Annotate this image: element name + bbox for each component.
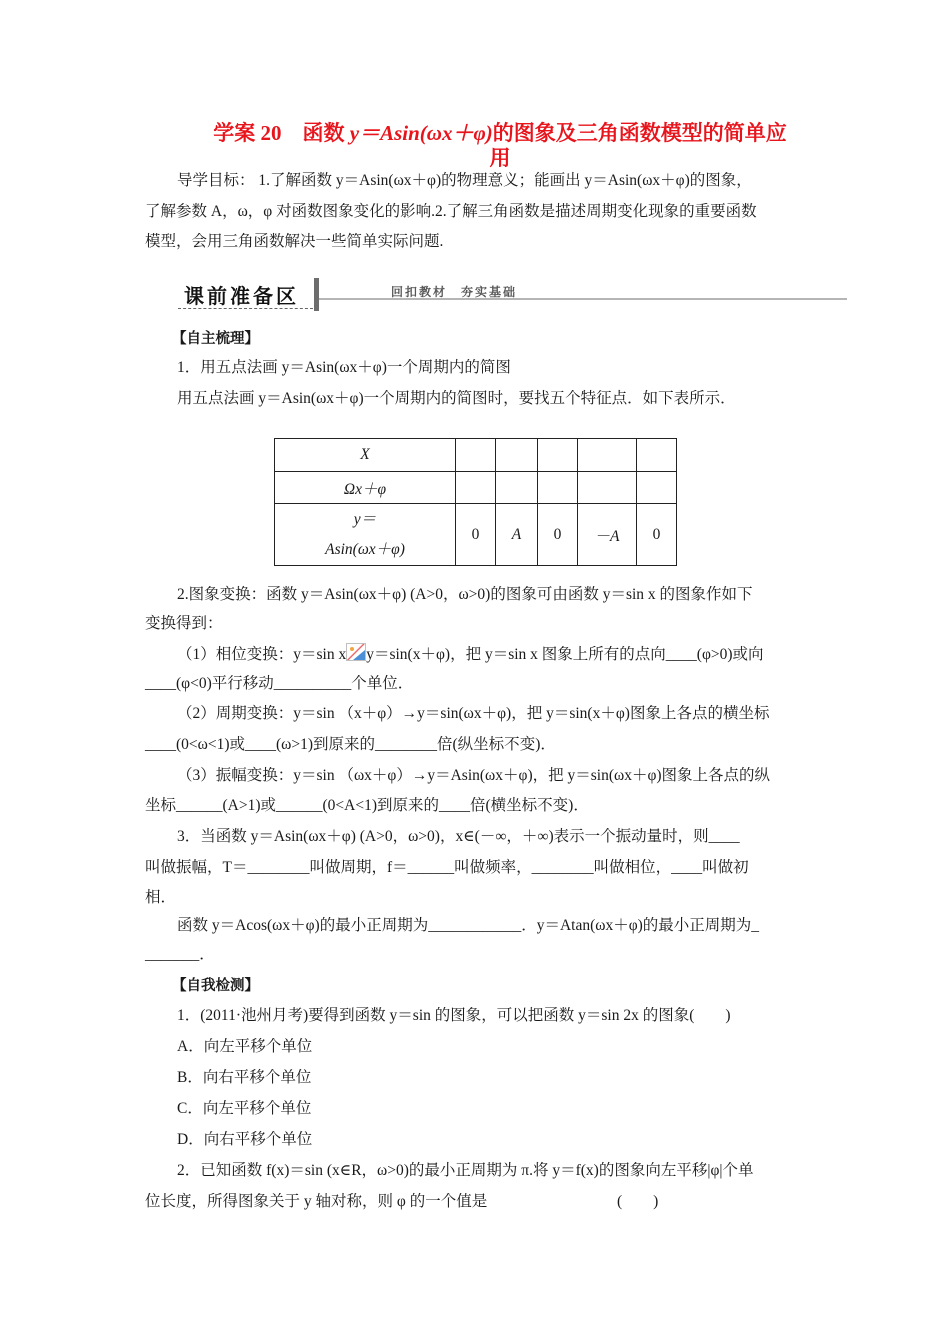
table-row-x (275, 439, 677, 472)
phase-text-a: （1）相位变换：y＝sin x (177, 646, 347, 663)
self-review-heading: 【自主梳理】 (172, 331, 259, 347)
table-row-omega (275, 472, 677, 504)
title-line2: 用 (489, 146, 511, 170)
self-test-heading: 【自我检测】 (172, 978, 259, 994)
item2-line-1: 2.图象变换：函数 y＝Asin(ωx＋φ) (A>0，ω>0)的图象可由函数 y＝sin x 的图象作如下 (177, 586, 753, 603)
table-cell: 0 (637, 504, 677, 566)
goals-line-3: 模型，会用三角函数解决一些简单实际问题. (145, 233, 444, 250)
item1-title: 1．用五点法画 y＝Asin(ωx＋φ)一个周期内的简图 (177, 359, 511, 376)
row-label: X (360, 446, 370, 463)
row-label: Ωx＋φ (343, 480, 387, 498)
table-cell[interactable] (496, 472, 538, 504)
q1-option-d[interactable]: D．向右平移个单位 (177, 1131, 313, 1148)
table-row-y (275, 504, 677, 566)
table-cell[interactable] (578, 439, 637, 472)
section-divider-bar (314, 278, 319, 311)
section-title: 课前准备区 (184, 284, 299, 308)
q1-option-a[interactable]: A．向左平移个单位 (177, 1038, 313, 1055)
period-question-line-2: _______． (145, 946, 215, 963)
section-header-bar (178, 278, 848, 312)
table-cell[interactable] (538, 472, 578, 504)
amplitude-line-2: 坐标______(A>1)或______(0<A<1)到原来的____倍(横坐标不变)． (145, 797, 589, 814)
q2-answer-paren[interactable]: ( ) (617, 1193, 659, 1210)
table-cell[interactable] (637, 439, 677, 472)
phase-line-2: ____(φ<0)平行移动__________个单位． (145, 675, 414, 692)
q1-option-c[interactable]: C．向左平移个单位 (177, 1100, 312, 1117)
item3-line-2: 叫做振幅，T＝________叫做周期，f＝______叫做频率，________叫做相位，____叫做初 (145, 859, 749, 876)
table-cell[interactable] (456, 472, 496, 504)
period-line-2: ____(0<ω<1)或____(ω>1)到原来的________倍(纵坐标不变)． (145, 736, 556, 753)
period-question-line-1: 函数 y＝Acos(ωx＋φ)的最小正周期为____________．y＝Atan(ωx＋φ)的最小正周期为_ (177, 917, 760, 934)
table-header-cell (275, 472, 456, 504)
broken-image-icon (346, 643, 366, 661)
page-title (150, 121, 850, 171)
amplitude-line-1: （3）振幅变换：y＝sin （ωx＋φ）→y＝Asin(ωx＋φ)，把 y＝sin(ωx＋φ)图象上各点的纵 (177, 767, 771, 784)
table-cell[interactable] (538, 439, 578, 472)
title-formula: y＝Asin(ωx＋φ) (349, 121, 493, 145)
table-cell: A (496, 504, 538, 566)
period-line-1: （2）周期变换：y＝sin （x＋φ）→y＝sin(ωx＋φ)，把 y＝sin(x＋φ)图象上各点的横坐标 (177, 705, 770, 722)
section-subtitle: 回扣教材 夯实基础 (391, 285, 518, 299)
table-cell: 0 (538, 504, 578, 566)
item1-text: 用五点法画 y＝Asin(ωx＋φ)一个周期内的简图时，要找五个特征点．如下表所示． (177, 390, 736, 407)
row-label-line1: y＝ (353, 510, 377, 528)
table-header-cell (275, 504, 456, 566)
table-cell: 0 (456, 504, 496, 566)
item3-line-3: 相． (145, 889, 177, 906)
table-cell[interactable] (637, 472, 677, 504)
question-1: 1．(2011·池州月考)要得到函数 y＝sin 的图象，可以把函数 y＝sin 2x 的图象( ) (177, 1007, 731, 1024)
section-dashed-underline (178, 308, 313, 309)
item3-line-1: 3．当函数 y＝Asin(ωx＋φ) (A>0，ω>0)，x∈(－∞，＋∞)表示一个振动量时，则____ (177, 828, 740, 845)
question-2-line-2: 位长度，所得图象关于 y 轴对称，则 φ 的一个值是 (145, 1193, 488, 1210)
phase-line-1 (177, 643, 810, 665)
table-cell[interactable] (578, 472, 637, 504)
five-point-table (274, 438, 677, 566)
table-cell[interactable] (456, 439, 496, 472)
title-suffix: 的图象及三角函数模型的简单应 (492, 121, 787, 145)
row-label-line2: Asin(ωx＋φ) (325, 540, 405, 558)
title-prefix: 学案 20 函数 (213, 121, 350, 145)
goals-line-1: 导学目标： 1.了解函数 y＝Asin(ωx＋φ)的物理意义；能画出 y＝Asin(ωx＋φ)的图象， (177, 172, 752, 189)
goals-line-2: 了解参数 A，ω，φ 对函数图象变化的影响.2.了解三角函数是描述周期变化现象的重要函数 (145, 203, 757, 220)
phase-text-b: y＝sin(x＋φ)，把 y＝sin x 图象上所有的点向____(φ>0)或向 (366, 646, 764, 663)
item2-line-2: 变换得到： (145, 615, 223, 632)
question-2-line-1: 2．已知函数 f(x)＝sin (x∈R，ω>0)的最小正周期为 π.将 y＝f(x)的图象向左平移|φ|个单 (177, 1162, 754, 1179)
table-cell[interactable] (496, 439, 538, 472)
q1-option-b[interactable]: B．向右平移个单位 (177, 1069, 312, 1086)
table-header-cell (275, 439, 456, 472)
table-cell: －A (578, 504, 637, 566)
